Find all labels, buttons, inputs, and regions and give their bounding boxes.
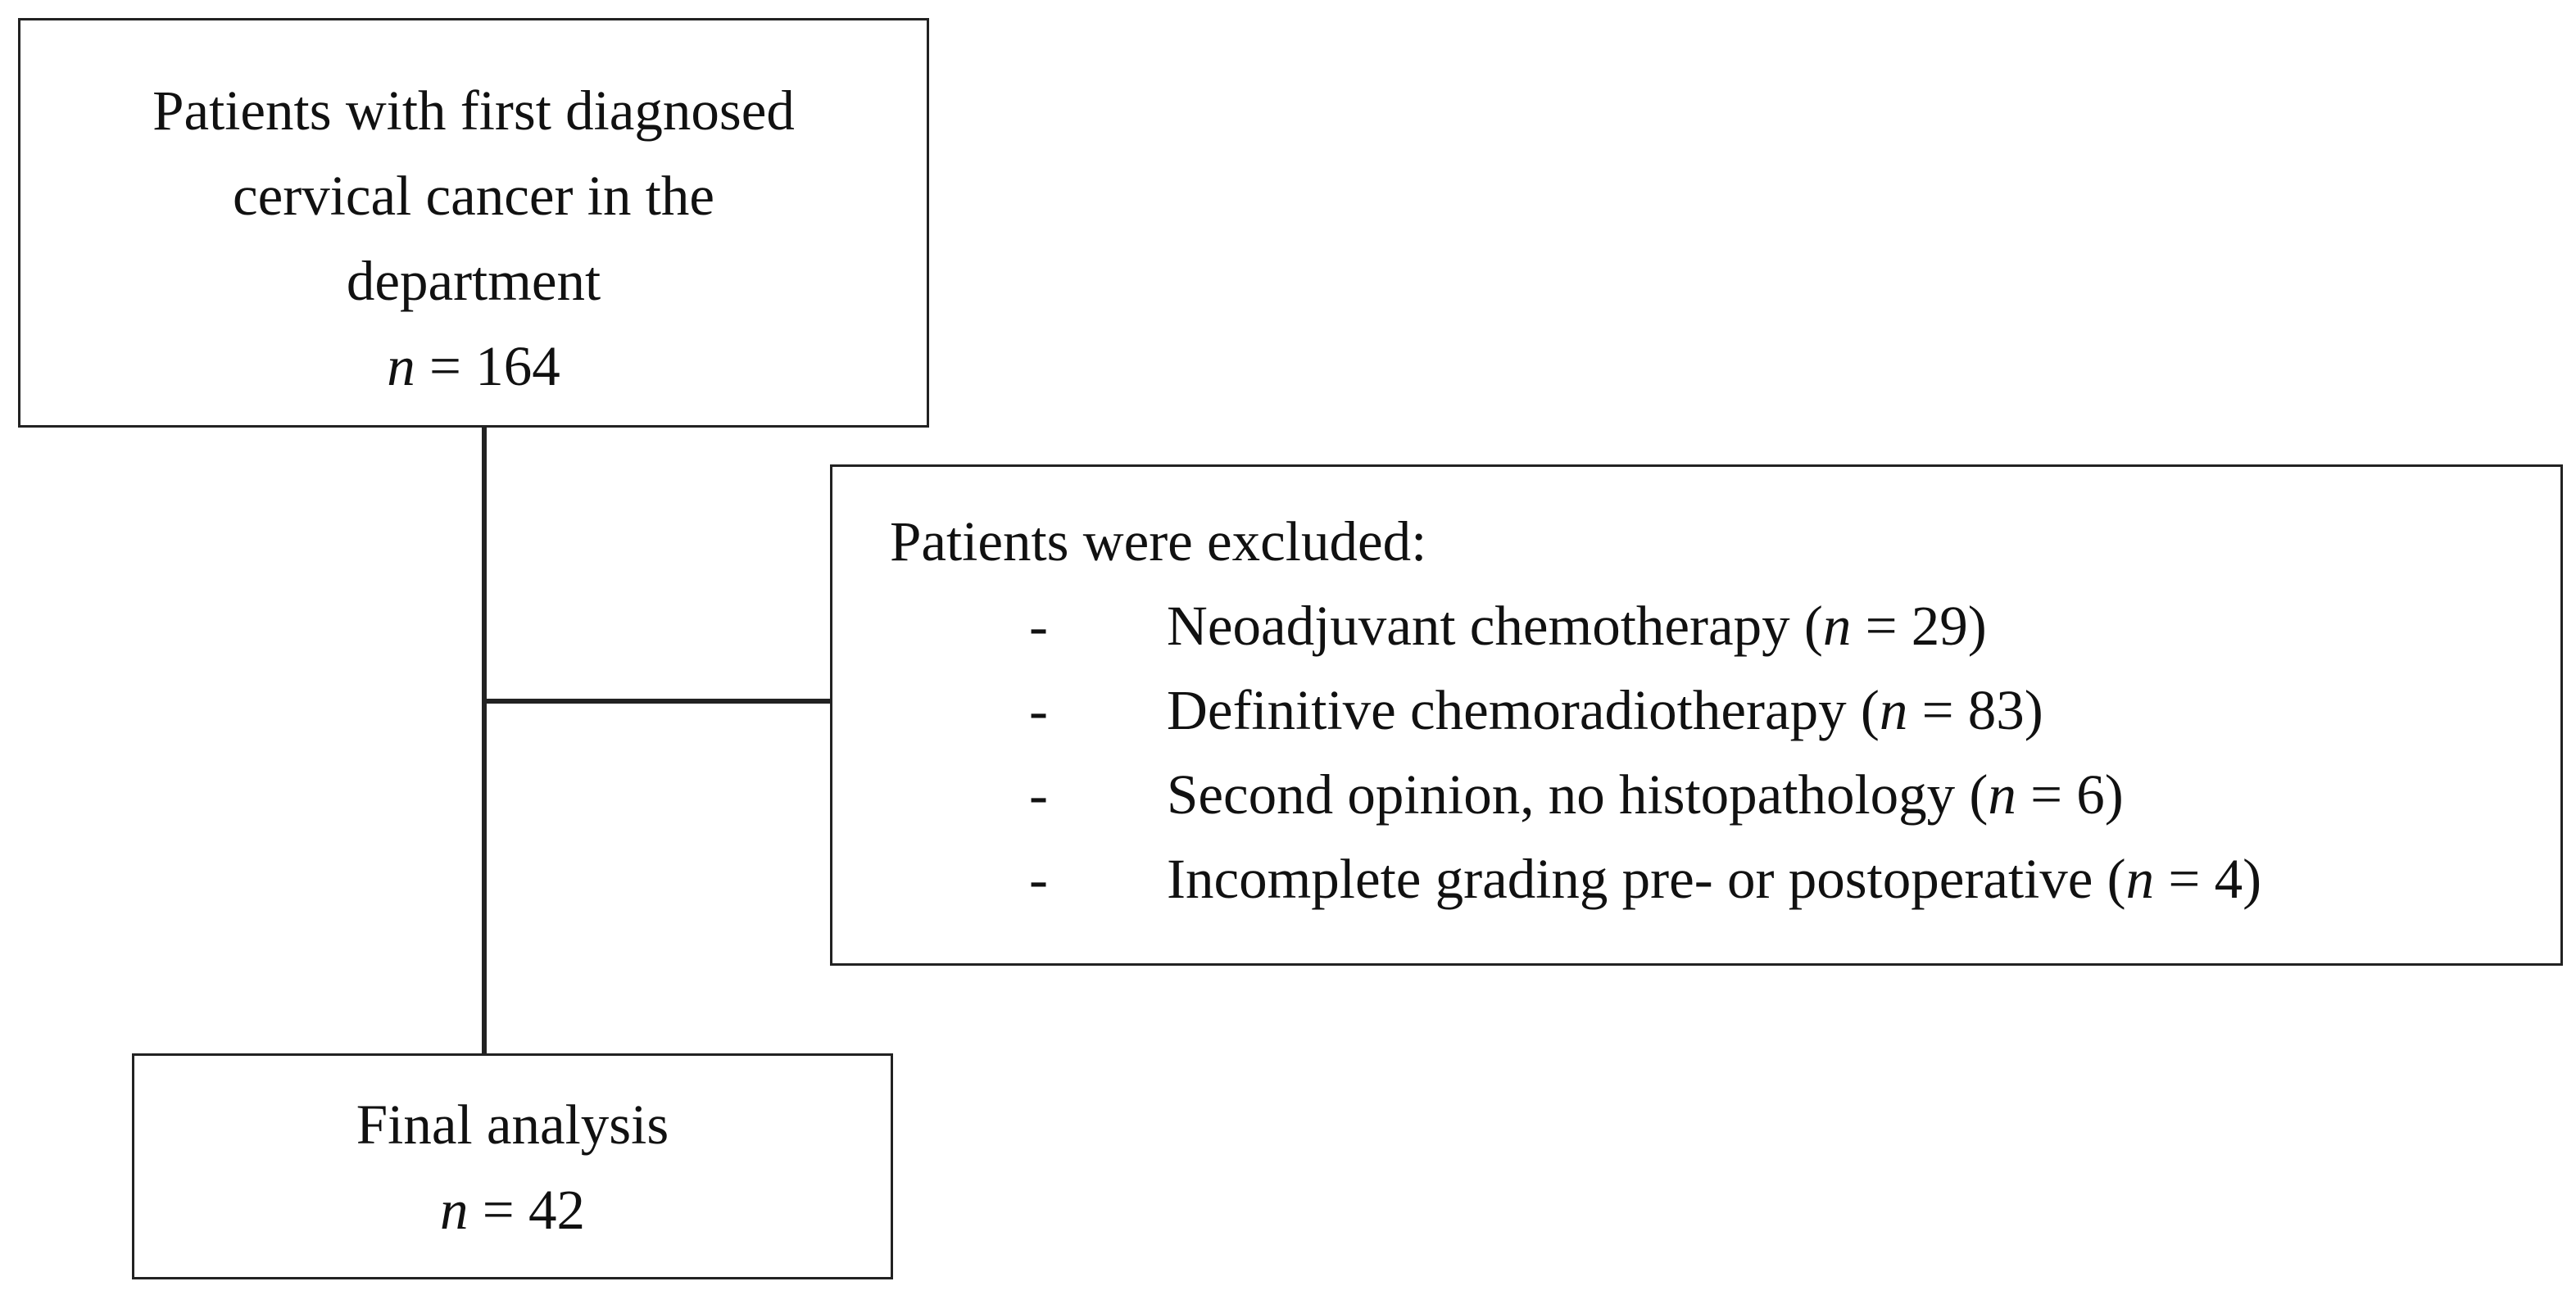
exclusion-item-bullet: - [1029, 595, 1048, 657]
exclusion-item-count: = 83) [1907, 679, 2043, 741]
flow-connector-exclusion-branch [482, 699, 830, 704]
initial-cohort-line-3: department [346, 250, 601, 312]
n-symbol: n [387, 335, 415, 397]
initial-cohort-box [18, 18, 929, 428]
exclusion-item-label: Second opinion, no histopathology ( [1167, 763, 1989, 826]
final-analysis-title: Final analysis [356, 1094, 669, 1156]
final-analysis-count [134, 1167, 891, 1252]
n-symbol: n [2125, 848, 2155, 910]
exclusion-item-label: Incomplete grading pre- or postoperative ( [1167, 848, 2126, 910]
n-symbol: n [440, 1179, 469, 1241]
n-symbol: n [1988, 763, 2016, 826]
exclusion-item-bullet: - [1029, 763, 1048, 826]
exclusion-box [830, 464, 2563, 966]
final-analysis-box [132, 1053, 893, 1279]
exclusion-heading: Patients were excluded: [890, 510, 1427, 573]
exclusion-item-count: = 29) [1851, 595, 1987, 657]
exclusion-item-count: = 4) [2154, 848, 2262, 910]
exclusion-item-text [1167, 753, 2124, 837]
exclusion-item-text [1167, 584, 1987, 668]
exclusion-item-label: Neoadjuvant chemotherapy ( [1167, 595, 1823, 657]
final-analysis-count-value: = 42 [468, 1179, 585, 1241]
n-symbol: n [1879, 679, 1908, 741]
exclusion-item-bullet: - [1029, 848, 1048, 910]
initial-cohort-line-2: cervical cancer in the [232, 165, 715, 227]
flow-connector-vertical [482, 428, 487, 1053]
initial-cohort-count-value: = 164 [415, 335, 560, 397]
exclusion-item-text [1167, 668, 2043, 753]
exclusion-item-bullet: - [1029, 679, 1048, 741]
initial-cohort-line-1: Patients with first diagnosed [152, 79, 795, 142]
n-symbol: n [1822, 595, 1852, 657]
exclusion-item-text [1167, 837, 2261, 921]
exclusion-item-label: Definitive chemoradiotherapy ( [1167, 679, 1880, 741]
exclusion-item-count: = 6) [2016, 763, 2124, 826]
initial-cohort-count [20, 324, 927, 409]
